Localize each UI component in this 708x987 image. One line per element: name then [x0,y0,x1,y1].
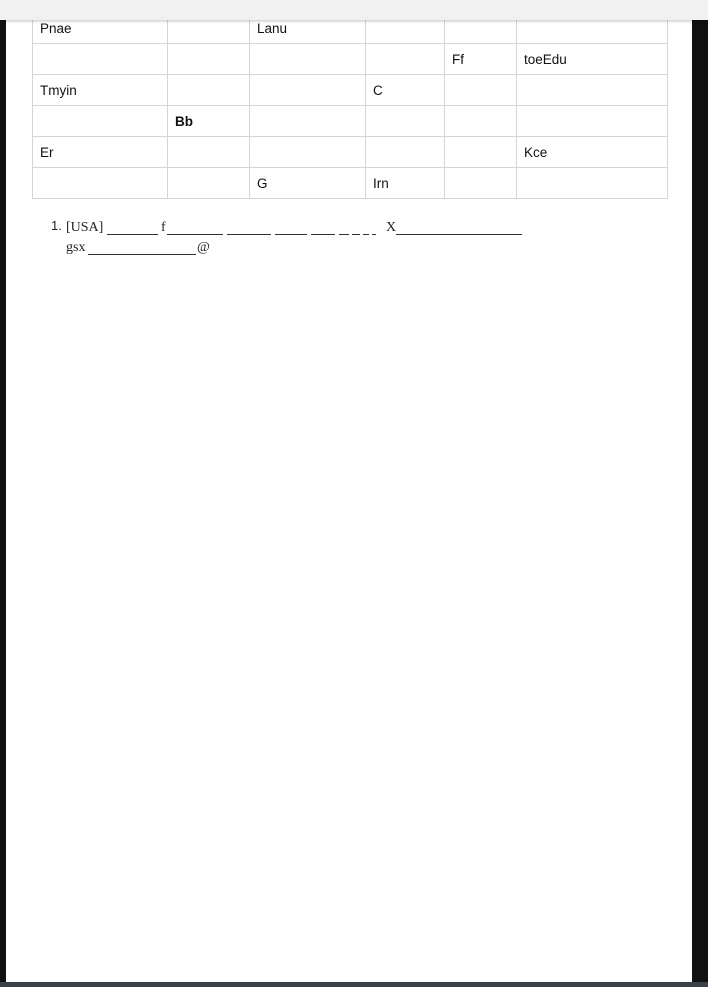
blank-line[interactable] [363,234,369,235]
gsx-label: gsx [66,240,86,255]
blank-line[interactable] [227,234,271,235]
table-row [33,168,668,199]
table-row [33,44,668,75]
table-cell[interactable] [33,106,168,137]
list-number: 1. [51,218,62,233]
table-cell[interactable] [33,168,168,199]
table-row [33,137,668,168]
table-cell[interactable] [250,137,366,168]
blank-line[interactable] [396,234,522,235]
table-cell[interactable] [168,168,250,199]
table-cell[interactable] [33,44,168,75]
table-cell[interactable]: Ff [445,44,517,75]
table-cell[interactable] [445,75,517,106]
table-cell[interactable]: C [366,75,445,106]
table-cell[interactable]: Tmyin [33,75,168,106]
letter-x: X [386,220,397,235]
table-cell[interactable] [445,168,517,199]
table-cell[interactable] [366,137,445,168]
table-cell[interactable] [250,44,366,75]
table-cell[interactable] [366,44,445,75]
blank-line[interactable] [275,234,307,235]
document-page [6,0,692,982]
letter-f: f [161,220,166,235]
table-cell[interactable] [168,75,250,106]
table-cell[interactable]: Kce [517,137,668,168]
table-cell[interactable] [168,44,250,75]
blank-line[interactable] [352,234,360,235]
table-cell[interactable]: G [250,168,366,199]
table-cell[interactable] [517,106,668,137]
table-cell[interactable]: Pnae [33,13,168,44]
bottom-bar [0,982,708,987]
table-cell[interactable]: Bb [168,106,250,137]
blank-line[interactable] [372,234,376,235]
top-toolbar [0,0,708,20]
table-cell[interactable] [517,75,668,106]
table-cell[interactable]: Irn [366,168,445,199]
country-code: [USA] [66,220,104,235]
table-cell[interactable] [445,106,517,137]
table-row [33,106,668,137]
blank-line[interactable] [88,254,196,255]
data-table [32,12,668,199]
table-cell[interactable]: toeEdu [517,44,668,75]
table-cell[interactable] [366,106,445,137]
blank-line[interactable] [107,234,158,235]
table-cell[interactable] [517,168,668,199]
table-row [33,75,668,106]
blank-line[interactable] [311,234,335,235]
table-cell[interactable] [250,106,366,137]
blank-line[interactable] [167,234,223,235]
blank-line[interactable] [339,234,349,235]
table-cell[interactable]: Er [33,137,168,168]
table-cell[interactable] [250,75,366,106]
table-cell[interactable]: Lanu [250,13,366,44]
table-cell[interactable] [445,137,517,168]
at-sign: @ [197,240,210,255]
table-cell[interactable] [168,137,250,168]
